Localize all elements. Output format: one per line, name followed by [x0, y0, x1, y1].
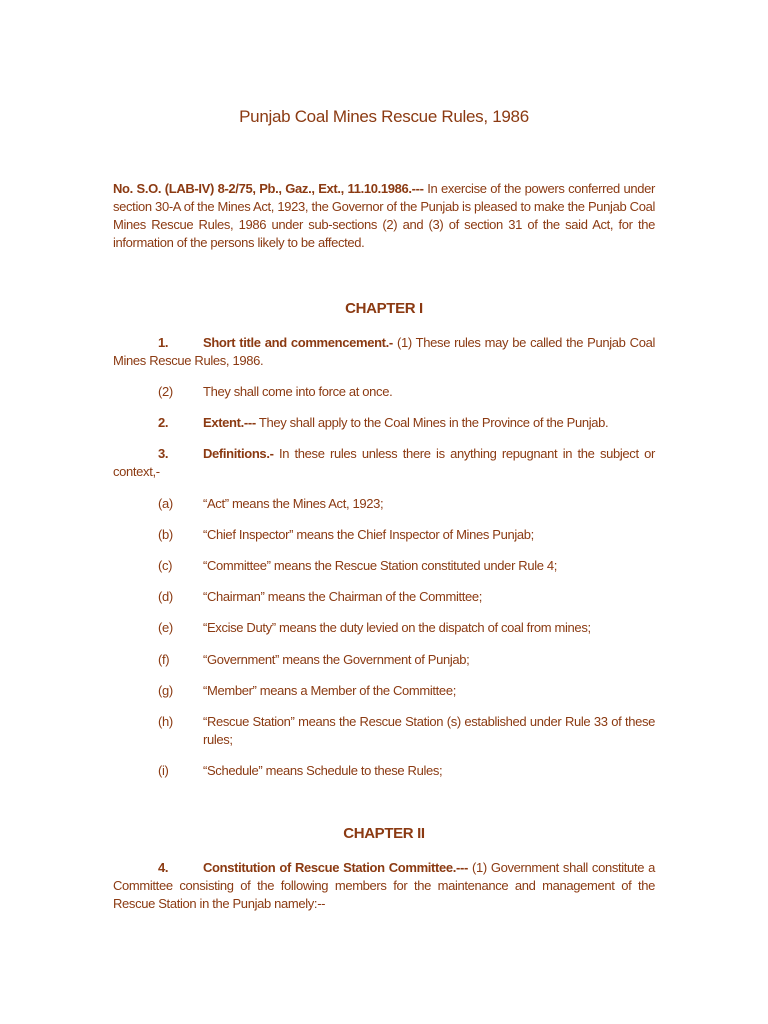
definition-text: “Committee” means the Rescue Station constituted under Rule 4; [203, 558, 558, 573]
notification-paragraph [113, 180, 655, 252]
definition-item [158, 526, 655, 544]
rule-3 [113, 445, 655, 481]
rule-1 [113, 334, 655, 370]
rule-1-text: (1) These rules may be called the Punjab Coal Mines Rescue Rules, 1986. [113, 335, 655, 368]
definition-item [158, 762, 655, 780]
document-title: Punjab Coal Mines Rescue Rules, 1986 [239, 107, 529, 126]
definition-label: (h) [158, 714, 173, 729]
chapter-1-heading: CHAPTER I [345, 300, 423, 317]
notification-reference: No. S.O. (LAB-IV) 8-2/75, Pb., Gaz., Ext., 11.10.1986.--- [113, 181, 424, 196]
definition-item [158, 651, 655, 669]
rule-2-text: They shall apply to the Coal Mines in the Province of the Punjab. [255, 415, 609, 430]
definition-item [158, 557, 655, 575]
definition-label: (e) [158, 620, 173, 635]
chapter-2-heading: CHAPTER II [343, 825, 425, 842]
rule-4-heading: Constitution of Rescue Station Committee.--- [203, 860, 468, 875]
rule-4-number: 4. [158, 860, 169, 875]
rule-2-number: 2. [158, 415, 169, 430]
definition-text: “Chief Inspector” means the Chief Inspector of Mines Punjab; [203, 527, 534, 542]
subrule-text: They shall come into force at once. [203, 384, 393, 399]
rule-4-text: (1) Government shall constitute a Committee consisting of the following members for the maintenance and management of the Rescue Station in the Punjab namely:-- [113, 860, 655, 911]
definition-label: (a) [158, 496, 173, 511]
definition-item [158, 682, 655, 700]
definition-text: “Act” means the Mines Act, 1923; [203, 496, 384, 511]
definition-item [158, 619, 655, 637]
rule-4 [113, 859, 655, 913]
definition-text: “Excise Duty” means the duty levied on the dispatch of coal from mines; [203, 620, 591, 635]
definition-label: (f) [158, 652, 170, 667]
rule-3-text: In these rules unless there is anything repugnant in the subject or context,- [113, 446, 655, 479]
definition-item [158, 588, 655, 606]
rule-2-heading: Extent.--- [203, 415, 256, 430]
definition-label: (i) [158, 763, 169, 778]
definition-label: (b) [158, 527, 173, 542]
rule-1-subrule-2 [158, 383, 655, 401]
definition-label: (c) [158, 558, 173, 573]
definition-item [158, 713, 655, 749]
definition-label: (d) [158, 589, 173, 604]
notification-text: In exercise of the powers conferred under section 30-A of the Mines Act, 1923, the Governor of the Punjab is pleased to make the Punjab Coal Mines Rescue Rules, 1986 under sub-sections (2) and (3) of section 31 of the said Act, for the information of the persons likely to be affected. [113, 181, 655, 250]
definition-text: “Schedule” means Schedule to these Rules; [203, 763, 443, 778]
rule-2 [113, 414, 655, 432]
subrule-label: (2) [158, 384, 173, 399]
definition-text: “Chairman” means the Chairman of the Committee; [203, 589, 483, 604]
definition-text: “Member” means a Member of the Committee; [203, 683, 456, 698]
definition-text: “Rescue Station” means the Rescue Station (s) established under Rule 33 of these rules; [203, 714, 655, 747]
rule-3-number: 3. [158, 446, 169, 461]
definition-text: “Government” means the Government of Punjab; [203, 652, 470, 667]
definition-item [158, 495, 655, 513]
rule-1-number: 1. [158, 335, 169, 350]
rule-3-heading: Definitions.- [203, 446, 274, 461]
rule-1-heading: Short title and commencement.- [203, 335, 393, 350]
definition-label: (g) [158, 683, 173, 698]
